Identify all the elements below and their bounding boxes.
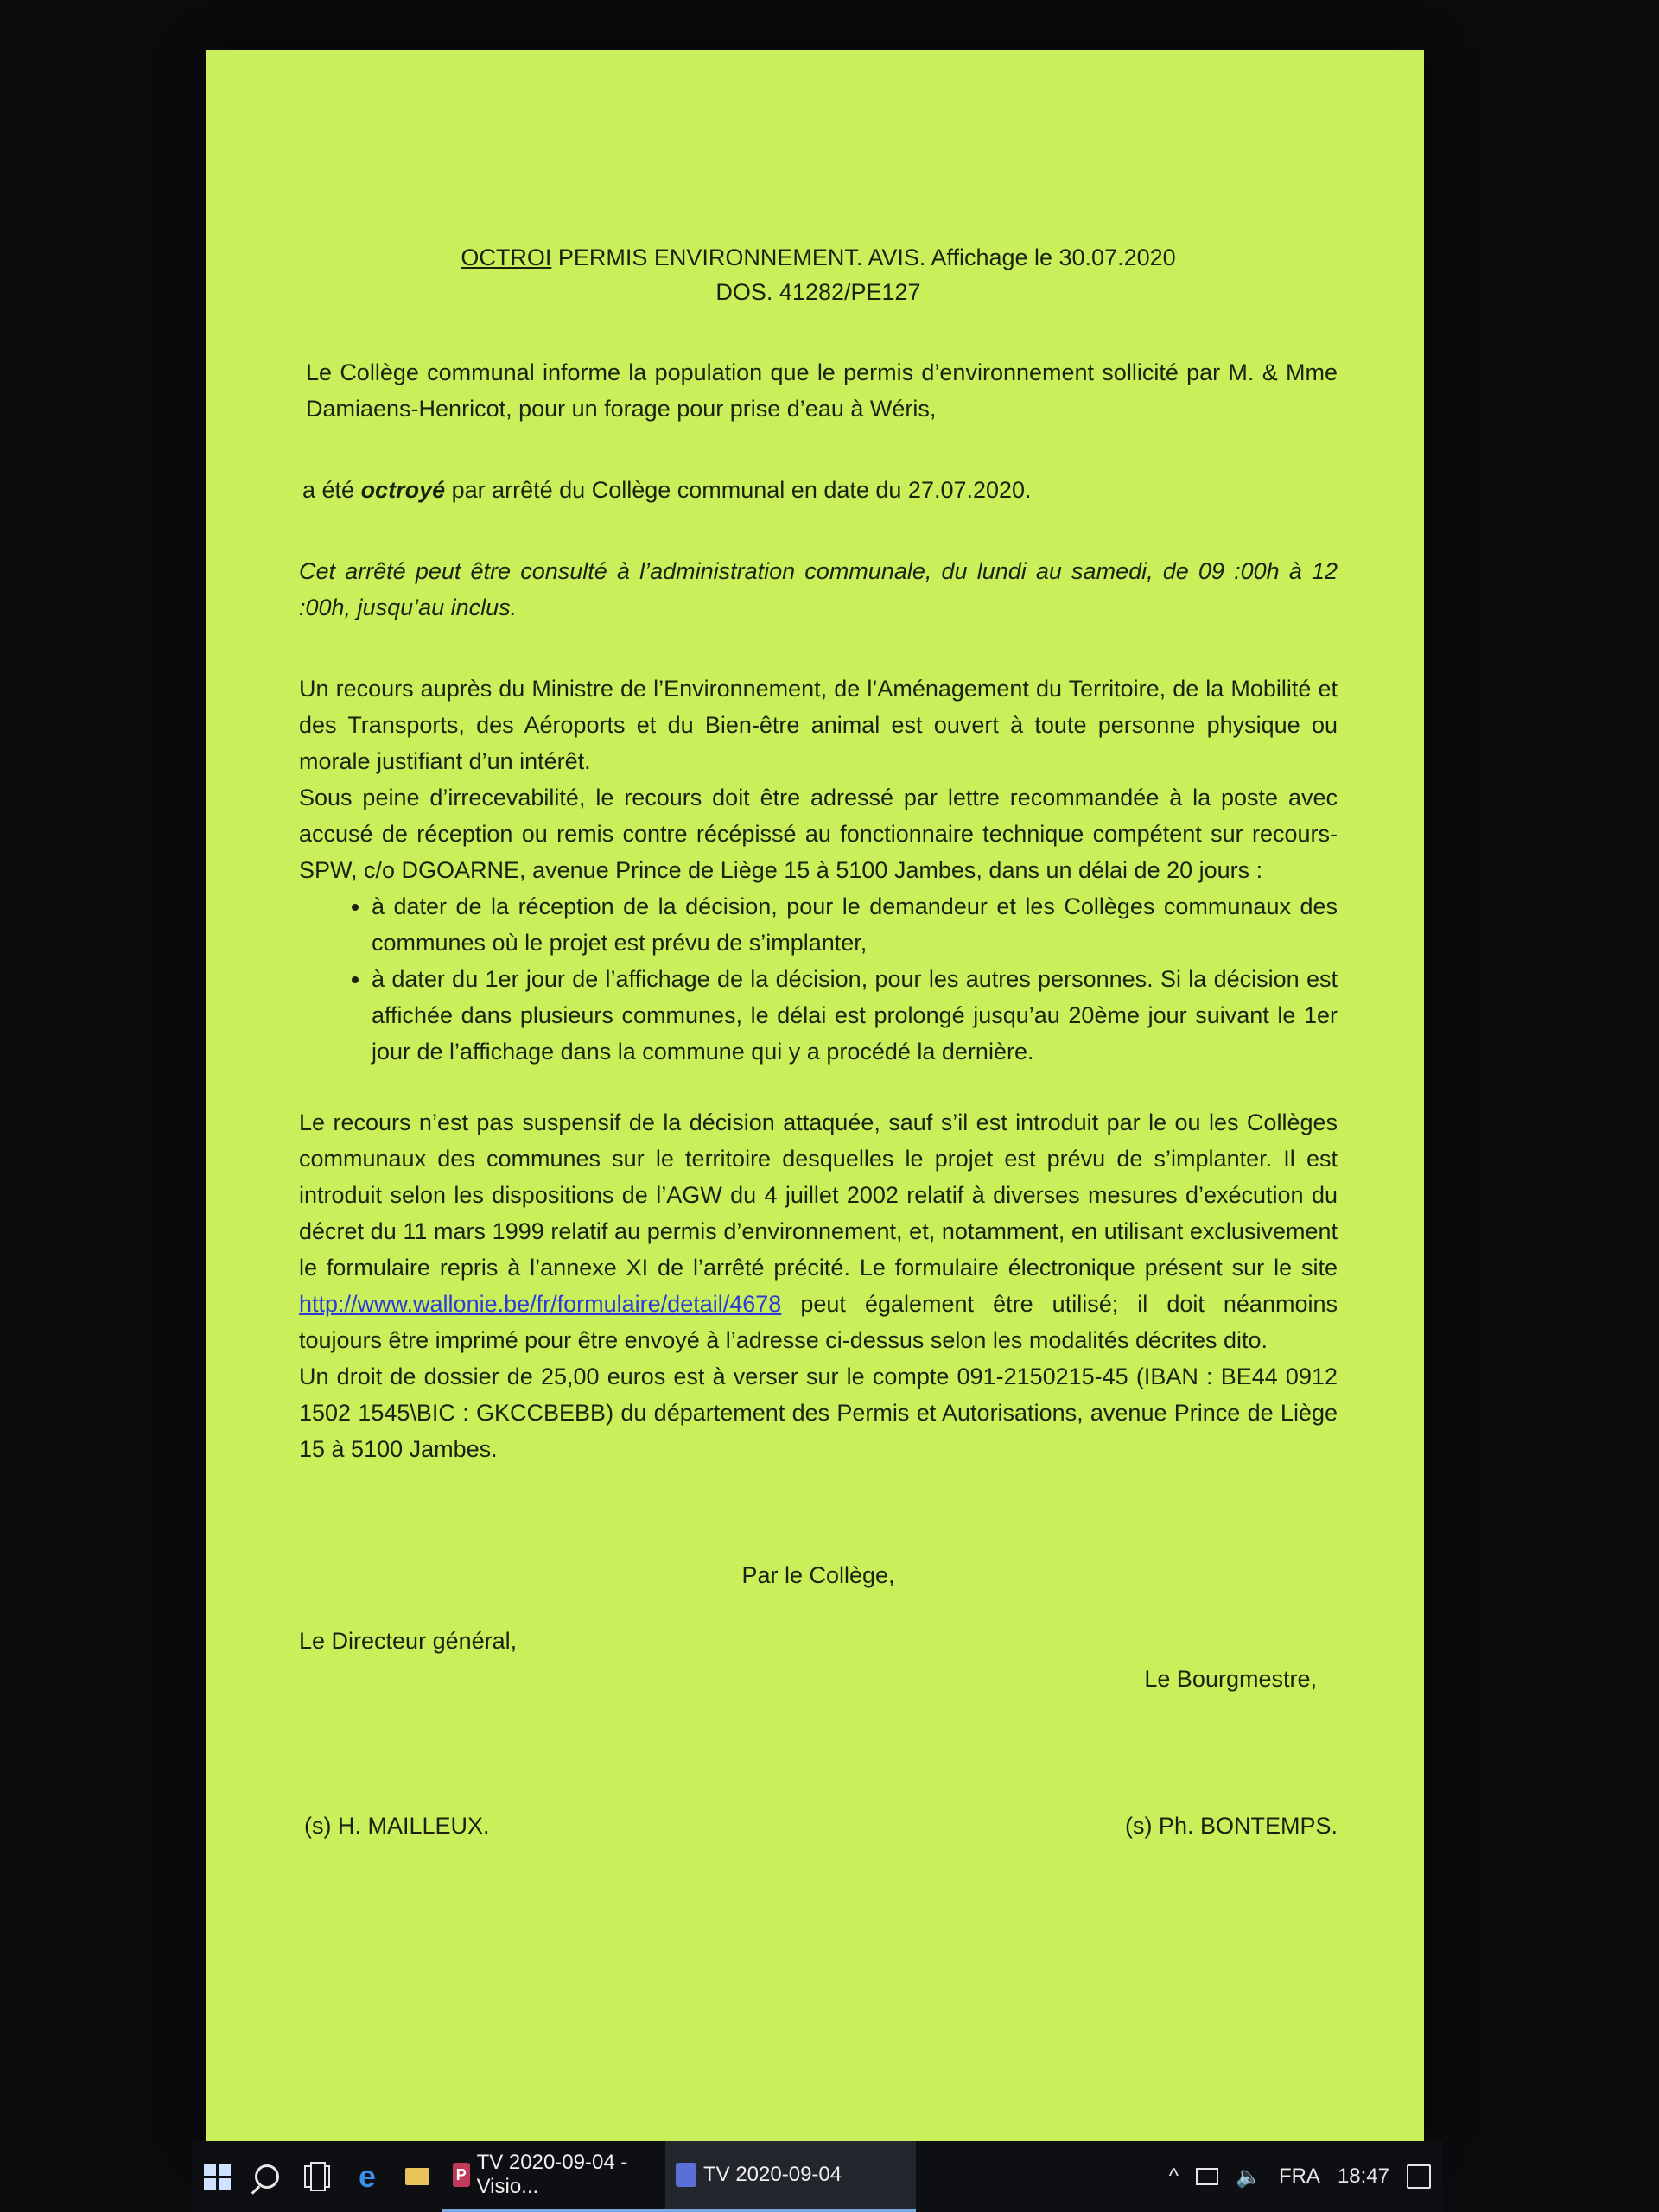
task-view-button[interactable] <box>292 2141 342 2212</box>
file-explorer-button[interactable] <box>392 2141 442 2212</box>
para6-end: peut également être utilisé; il doit néanmoins toujours être imprimé pour être envoyé à l’adresse ci-dessus selon les modalités décrites dito. <box>299 1291 1338 1353</box>
formulaire-link[interactable]: http://www.wallonie.be/fr/formulaire/detail/4678 <box>299 1291 782 1317</box>
taskbar-app-visio[interactable] <box>442 2141 665 2212</box>
paragraph-recours: Un recours auprès du Ministre de l’Environnement, de l’Aménagement du Territoire, de la Mobilité et des Transports, des Aéroports et du Bien-être animal est ouvert à toute personne physique ou morale justifiant d’un intérêt. <box>299 676 1338 774</box>
taskbar <box>192 2141 1443 2212</box>
language-indicator[interactable]: FRA <box>1278 2164 1320 2188</box>
signature-directeur: (s) H. MAILLEUX. <box>304 1813 490 1839</box>
paragraph-droit-dossier: Un droit de dossier de 25,00 euros est à verser sur le compte 091-2150215-45 (IBAN : BE44 0912 1502 1545\BIC : GKCCBEBB) du département des Permis et Autorisations, avenue Prince de Liège 15 à 5100 Jambes. <box>299 1363 1338 1462</box>
para2-emphasis: octroyé <box>360 477 446 503</box>
task-view-icon <box>304 2165 330 2188</box>
notification-icon[interactable] <box>1407 2164 1431 2189</box>
volume-icon[interactable]: 🔈 <box>1236 2164 1262 2189</box>
taskbar-app-tv[interactable] <box>665 2141 916 2212</box>
para6-start: Le recours n’est pas suspensif de la décision attaquée, sauf s’il est introduit par le ou les Collèges communaux des communes sur le territoire desquelles le projet est prévu de s’implanter. Il est introduit selon les dispositions de l’AGW du 4 juillet 2002 relatif à diverses mesures d’exécution du décret du 11 mars 1999 relatif au permis d’environnement, et, notamment, en utilisant exclusivement le formulaire repris à l’annexe XI de l’arrêté précité. Le formulaire électronique présent sur le site <box>299 1109 1338 1281</box>
powerpoint-icon: P <box>453 2163 470 2187</box>
paragraph-irrecevabilite: Sous peine d’irrecevabilité, le recours doit être adressé par lettre recommandée à la poste avec accusé de réception ou remis contre récépissé au fonctionnaire technique compétent sur recours-SPW, c/o DGOARNE, avenue Prince de Liège 15 à 5100 Jambes, dans un délai de 20 jours : <box>299 785 1338 883</box>
title-rest: PERMIS ENVIRONNEMENT. AVIS. Affichage le 30.07.2020 <box>551 245 1176 270</box>
document-icon <box>676 2163 696 2187</box>
taskbar-app-visio-label: TV 2020-09-04 - Visio... <box>476 2151 628 2198</box>
delay-item-reception: • à dater de la réception de la décision, pour le demandeur et les Collèges communaux des communes où le projet est prévu de s’implanter, <box>372 888 1338 961</box>
signatures-row <box>299 1808 1338 1844</box>
para2-start: a été <box>302 477 361 503</box>
directeur-general-label: Le Directeur général, <box>299 1628 518 1654</box>
paragraph-consultation: Cet arrêté peut être consulté à l’administration communale, du lundi au samedi, de 09 :00h à 12 :00h, jusqu’au inclus. <box>299 558 1338 620</box>
bourgmestre-label: Le Bourgmestre, <box>1144 1666 1317 1692</box>
document-title <box>299 240 1338 275</box>
taskbar-app-tv-label: TV 2020-09-04 <box>703 2163 842 2186</box>
tray-chevron-icon[interactable]: ^ <box>1168 2164 1179 2188</box>
dossier-number: DOS. 41282/PE127 <box>715 279 921 305</box>
par-le-college: Par le Collège, <box>741 1562 895 1588</box>
delay-list <box>299 888 1338 1070</box>
delay-item-affichage: • à dater du 1er jour de l’affichage de la décision, pour les autres personnes. Si la décision est affichée dans plusieurs communes, le délai est prolongé jusqu’au 20ème jour suivant le 1er jour de l’affichage dans la commune qui y a procédé la dernière. <box>372 961 1338 1070</box>
paragraph-suspensif <box>299 1104 1338 1358</box>
system-tray <box>1169 2164 1443 2190</box>
para2-end: par arrêté du Collège communal en date du 27.07.2020. <box>445 477 1032 503</box>
paragraph-information: Le Collège communal informe la population que le permis d’environnement sollicité par M. & Mme Damiaens-Henricot, pour un forage pour prise d’eau à Wéris, <box>306 359 1338 422</box>
start-button[interactable] <box>192 2141 242 2212</box>
folder-icon <box>405 2168 429 2185</box>
document-body <box>299 240 1338 1844</box>
title-octroi: OCTROI <box>461 245 552 270</box>
edge-button[interactable] <box>342 2141 392 2212</box>
signature-bourgmestre: (s) Ph. BONTEMPS. <box>1124 1813 1338 1839</box>
edge-browser-icon: e <box>358 2158 377 2194</box>
windows-logo-icon <box>204 2164 231 2190</box>
search-button[interactable] <box>242 2141 292 2212</box>
network-icon[interactable] <box>1196 2168 1218 2185</box>
clock[interactable]: 18:47 <box>1337 2164 1389 2188</box>
search-icon <box>255 2164 279 2189</box>
paragraph-octroye <box>299 472 1338 508</box>
document-page <box>206 50 1424 2141</box>
